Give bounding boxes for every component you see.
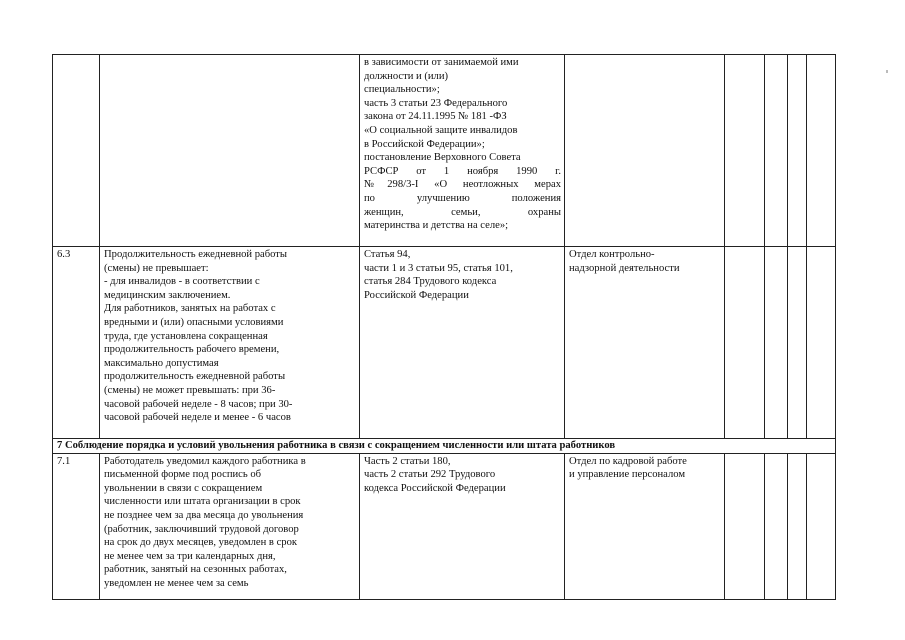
cell-legal-basis <box>360 55 565 247</box>
cell-legal-basis <box>360 247 565 439</box>
legal-text: Часть 2 статьи 180, часть 2 статьи 292 Трудового кодекса Российской Федерации <box>364 455 506 494</box>
section-header-row <box>53 439 836 454</box>
cell-empty <box>725 55 765 247</box>
cell-number <box>53 453 100 599</box>
cell-empty <box>788 55 807 247</box>
checklist-table <box>52 54 836 600</box>
legal-text: в зависимости от занимаемой ими должности и (или) специальности»; часть 3 статьи 23 Федерального закона от 24.11.1995 № 181 -ФЗ «О социальной защите инвалидов в Российской Федерации»; постановление Верховного Совета <box>364 57 521 164</box>
legal-text: Статья 94, части 1 и 3 статьи 95, статья 101, статья 284 Трудового кодекса Российской Федерации <box>364 249 513 301</box>
cell-empty <box>765 453 788 599</box>
cell-number <box>53 247 100 439</box>
section-title: 7 Соблюдение порядка и условий увольнения работника в связи с сокращением численности или штата работников <box>57 440 616 451</box>
cell-empty <box>807 453 836 599</box>
legal-line: №298/3-I «О неотложных мерах <box>364 179 561 191</box>
scan-mark <box>886 70 888 73</box>
cell-department <box>565 55 725 247</box>
requirement-text: Продолжительность ежедневной работы (смены) не превышает: - для инвалидов - в соответствии с медицинским заключением. Для работников, занятых на работах с вредными и (или) опасными условиями труда, где установлена сокращенная продолжительность рабочего времени, максимально допустимая продолжительность ежедневной работы (смены) не может превышать: при 36- часовой рабочей неделе - 8 часов; при 30- часовой рабочей неделе и менее - 6 часов <box>104 249 293 424</box>
department-text: Отдел по кадровой работе и управление персоналом <box>569 455 687 481</box>
table-row-continuation <box>53 55 836 247</box>
legal-text-justified <box>364 165 561 233</box>
row-number: 6.3 <box>57 249 71 260</box>
cell-empty <box>725 453 765 599</box>
cell-empty <box>765 55 788 247</box>
legal-line: материнства и детства на селе»; <box>364 220 509 232</box>
legal-line: по улучшению положения <box>364 192 561 204</box>
cell-empty <box>807 247 836 439</box>
row-number: 7.1 <box>57 455 71 467</box>
cell-number <box>53 55 100 247</box>
cell-requirement <box>100 247 360 439</box>
requirement-text: Работодатель уведомил каждого работника в письменной форме под роспись об увольнении в связи с сокращением численности или штата организации в срок не позднее чем за два месяца до увольнения (работник, заключивший трудовой договор на срок до двух месяцев, уведомлен в срок не менее чем за три календарных дня, работник, занятый на сезонных работах, уведомлен не менее чем за семь <box>104 455 306 589</box>
cell-department <box>565 453 725 599</box>
table-row-6-3 <box>53 247 836 439</box>
legal-line: РСФСР от 1 ноября 1990 г. <box>364 165 561 177</box>
cell-empty <box>725 247 765 439</box>
cell-legal-basis <box>360 453 565 599</box>
department-text: Отдел контрольно- надзорной деятельности <box>569 249 680 274</box>
section-title-cell <box>53 439 836 454</box>
table-row-7-1 <box>53 453 836 599</box>
cell-empty <box>807 55 836 247</box>
cell-requirement <box>100 453 360 599</box>
cell-department <box>565 247 725 439</box>
cell-empty <box>788 453 807 599</box>
legal-line: женщин, семьи, охраны <box>364 206 561 218</box>
cell-empty <box>788 247 807 439</box>
cell-empty <box>765 247 788 439</box>
cell-requirement <box>100 55 360 247</box>
